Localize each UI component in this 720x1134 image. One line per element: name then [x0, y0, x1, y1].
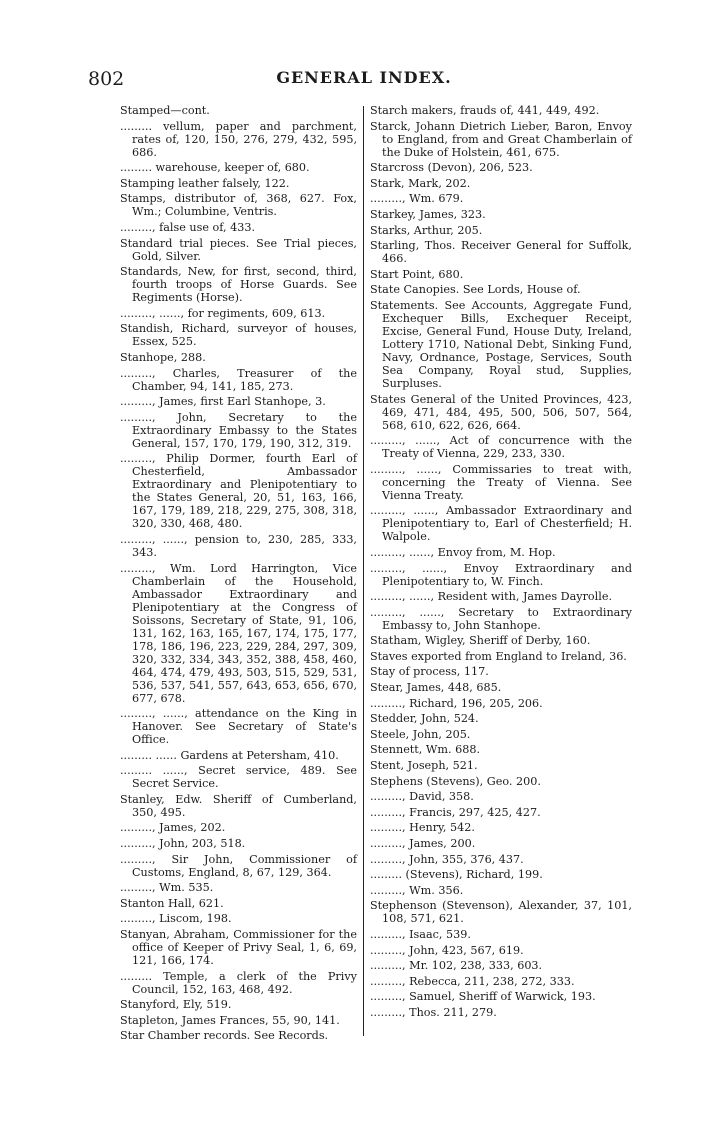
index-entry: Stennett, Wm. 688. [370, 743, 481, 757]
index-entry: Statham, Wigley, Sheriff of Derby, 160. [370, 634, 591, 648]
index-entry: Starkey, James, 323. [370, 207, 486, 221]
index-entry: Stamped—cont. [120, 104, 210, 117]
index-entry: ........., false use of, 433. [120, 220, 256, 234]
running-title: GENERAL INDEX. [276, 68, 452, 87]
page-header [88, 68, 640, 94]
index-entry: Star Chamber records. See Records. [120, 1029, 329, 1043]
index-entry: Stedder, John, 524. [370, 712, 479, 726]
column-divider [363, 106, 364, 1036]
index-entry: ........., Rebecca, 211, 238, 272, 333. [370, 974, 575, 988]
index-entry: Starling, Thos. Receiver General for Suffolk, 466. [370, 239, 632, 266]
index-entry: Stent, Joseph, 521. [370, 759, 478, 773]
index-entry: Starch makers, frauds of, 441, 449, 492. [370, 104, 600, 117]
index-column-left [120, 104, 357, 1045]
index-entry: ........., Wm. 679. [370, 192, 464, 206]
index-entry: ........., James, 200. [370, 837, 476, 850]
index-entry: ......... (Stevens), Richard, 199. [370, 868, 543, 882]
index-entry: Stark, Mark, 202. [370, 176, 471, 190]
index-entry: Standish, Richard, surveyor of houses, Essex, 525. [120, 322, 357, 349]
index-entry: Staves exported from England to Ireland, 36. [370, 649, 627, 663]
index-entry: ........., Richard, 196, 205, 206. [370, 696, 543, 710]
index-entry: Stamps, distributor of, 368, 627. Fox, Wm.; Columbine, Ventris. [120, 192, 357, 219]
index-entry: Starck, Johann Dietrich Lieber, Baron, Envoy to England, from and Great Chamberlain of the Duke of Holstein, 461, 675. [370, 119, 632, 159]
index-entry: Statements. See Accounts, Aggregate Fund, Exchequer Bills, Exchequer Receipt, Excise, General Fund, House Duty, Ireland, Lottery 1710, National Debt, Sinking Fund, Navy, Ordnance, Postage, Services, South Sea Company, Royal stud, Supplies, Surpluses. [370, 298, 632, 390]
index-entry: ........., Samuel, Sheriff of Warwick, 193. [370, 990, 596, 1004]
index-entry: Steele, John, 205. [370, 727, 471, 741]
index-entry: ......... vellum, paper and parchment, rates of, 120, 150, 276, 279, 432, 595, 686. [120, 119, 357, 159]
index-entry: ........., Liscom, 198. [120, 912, 232, 926]
index-entry: ........., Henry, 542. [370, 821, 475, 835]
index-entry: State Canopies. See Lords, House of. [370, 283, 581, 297]
index-entry: Standards, New, for first, second, third, fourth troops of Horse Guards. See Regiments (Horse). [120, 265, 357, 305]
index-entry: ......... Temple, a clerk of the Privy Council, 152, 163, 468, 492. [120, 969, 357, 996]
index-entry: States General of the United Provinces, 423, 469, 471, 484, 495, 500, 506, 507, 564, 568, 610, 622, 626, 664. [370, 392, 632, 432]
index-entry: ........., John, 355, 376, 437. [370, 852, 524, 866]
page-number: 802 [88, 68, 125, 90]
index-entry: ........., Sir John, Commissioner of Customs, England, 8, 67, 129, 364. [120, 852, 357, 879]
index-entry: ........., ......, Ambassador Extraordinary and Plenipotentiary to, Earl of Chesterfield; H. Walpole. [370, 504, 632, 544]
index-entry: ........., James, first Earl Stanhope, 3. [120, 395, 326, 409]
index-entry: ......... ......, Secret service, 489. See Secret Service. [120, 764, 357, 791]
index-entry: Stapleton, James Frances, 55, 90, 141. [120, 1013, 340, 1027]
index-entry: Stanyford, Ely, 519. [120, 998, 232, 1012]
index-entry: ......... warehouse, keeper of, 680. [120, 161, 310, 175]
index-entry: Start Point, 680. [370, 267, 464, 281]
index-entry: Stear, James, 448, 685. [370, 681, 502, 695]
index-entry: Stanley, Edw. Sheriff of Cumberland, 350, 495. [120, 792, 357, 819]
index-entry: Stephens (Stevens), Geo. 200. [370, 774, 541, 788]
index-entry: Starcross (Devon), 206, 523. [370, 161, 533, 175]
index-entry: ........., ......, Resident with, James Dayrolle. [370, 590, 612, 604]
index-entry: ........., Wm. 535. [120, 881, 214, 895]
index-entry: Stanton Hall, 621. [120, 896, 224, 910]
index-entry: ........., ......, Secretary to Extraordinary Embassy to, John Stanhope. [370, 605, 632, 632]
index-entry: ........., Mr. 102, 238, 333, 603. [370, 959, 543, 973]
index-entry: Stephenson (Stevenson), Alexander, 37, 101, 108, 571, 621. [370, 899, 632, 926]
index-entry: ........., Francis, 297, 425, 427. [370, 805, 541, 819]
index-entry: ........., Wm. Lord Harrington, Vice Chamberlain of the Household, Ambassador Extraordinary and Plenipotentiary at the Congress of Soissons, Secretary of State, 91, 106, 131, 162, 163, 165, 167, 174, 175, 177, 178, 186, 196, 223, 229, 284, 297, 309, 320, 332, 334, 343, 352, 388, 458, 460, 464, 474, 479, 493, 503, 515, 529, 531, 536, 537, 541, 557, 643, 653, 656, 670, 677, 678. [120, 561, 357, 705]
index-entry: Standard trial pieces. See Trial pieces, Gold, Silver. [120, 236, 357, 263]
index-entry: ........., ......, Envoy from, M. Hop. [370, 545, 556, 559]
index-entry: ........., John, Secretary to the Extraordinary Embassy to the States General, 157, 170, 179, 190, 312, 319. [120, 410, 357, 450]
index-entry: ........., Thos. 211, 279. [370, 1005, 497, 1019]
index-entry: ........., Philip Dormer, fourth Earl of Chesterfield, Ambassador Extraordinary and Plenipotentiary to the States General, 20, 51, 163, 166, 167, 179, 189, 218, 229, 275, 308, 318, 320, 330, 468, 480. [120, 452, 357, 531]
index-entry: ........., ......, Envoy Extraordinary and Plenipotentiary to, W. Finch. [370, 561, 632, 588]
index-entry: ........., Isaac, 539. [370, 927, 471, 941]
index-entry: ........., John, 423, 567, 619. [370, 943, 524, 957]
index-entry: ........., James, 202. [120, 821, 226, 835]
index-entry: ......... ...... Gardens at Petersham, 410. [120, 748, 339, 762]
index-entry: ........., David, 358. [370, 790, 474, 804]
index-entry: ........., Charles, Treasurer of the Chamber, 94, 141, 185, 273. [120, 366, 357, 393]
index-column-right [370, 104, 632, 1022]
index-entry: Stanyan, Abraham, Commissioner for the office of Keeper of Privy Seal, 1, 6, 69, 121, 166, 174. [120, 928, 357, 968]
index-entry: ........., ......, pension to, 230, 285, 333, 343. [120, 532, 357, 559]
index-entry: Stamping leather falsely, 122. [120, 176, 290, 190]
index-entry: ........., ......, attendance on the King in Hanover. See Secretary of State's Office. [120, 707, 357, 747]
index-entry: ........., ......, for regiments, 609, 613. [120, 306, 326, 320]
index-entry: ........., John, 203, 518. [120, 837, 246, 851]
index-entry: Stanhope, 288. [120, 350, 206, 364]
index-entry: Stay of process, 117. [370, 665, 489, 679]
index-entry: ........., Wm. 356. [370, 883, 464, 897]
index-entry: ........., ......, Commissaries to treat with, concerning the Treaty of Vienna. See Vienna Treaty. [370, 462, 632, 502]
index-entry: Starks, Arthur, 205. [370, 223, 483, 237]
index-entry: ........., ......, Act of concurrence with the Treaty of Vienna, 229, 233, 330. [370, 434, 632, 461]
